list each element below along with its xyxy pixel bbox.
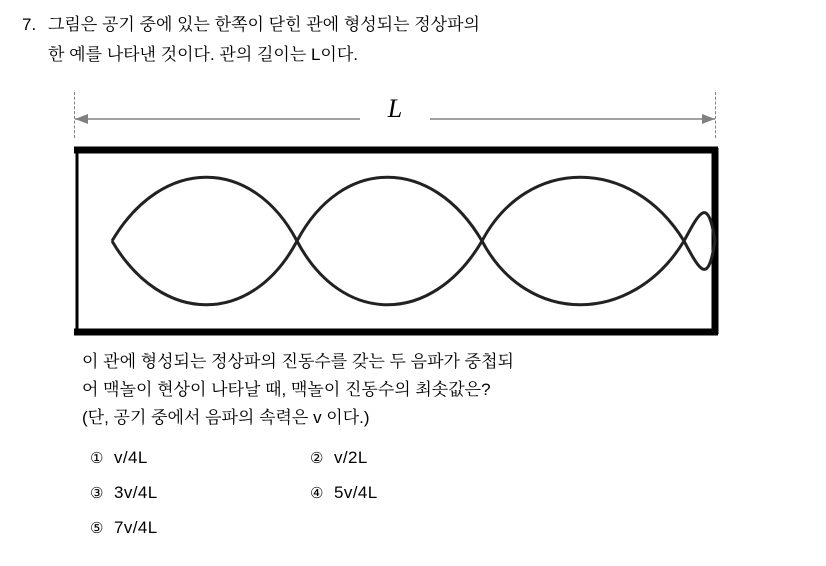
choice-marker: ⑤ [90, 519, 104, 537]
choice-row [90, 475, 710, 510]
choice-marker: ④ [310, 484, 324, 502]
choice-text: v/2L [334, 447, 368, 467]
question-body-text [82, 348, 722, 432]
body-line-1: 이 관에 형성되는 정상파의 진동수를 갖는 두 음파가 중첩되 [82, 352, 514, 371]
wave-curve-lower [112, 177, 715, 305]
choice-text: v/4L [114, 447, 148, 467]
dimension-tick-left [74, 92, 75, 138]
body-line-2: 어 맥놀이 현상이 나타날 때, 맥놀이 진동수의 최솟값은? [82, 380, 491, 399]
choice-row [90, 510, 710, 545]
question-stem-text [48, 10, 688, 70]
question-stem [22, 10, 722, 70]
answer-choices [90, 440, 710, 545]
choice-text: 3v/4L [114, 482, 158, 502]
choice-5[interactable] [90, 518, 310, 538]
choice-row [90, 440, 710, 475]
stem-line-1: 그림은 공기 중에 있는 한쪽이 닫힌 관에 형성되는 정상파의 [48, 15, 480, 34]
pipe-with-wave [72, 146, 718, 334]
choice-text: 5v/4L [334, 482, 378, 502]
pipe-diagram-svg [72, 146, 722, 336]
dimension-tick-right [715, 92, 716, 138]
stem-line-2: 한 예를 나타낸 것이다. 관의 길이는 L이다. [48, 45, 358, 64]
length-dimension [70, 92, 720, 142]
choice-1[interactable] [90, 448, 310, 468]
question-number: 7. [22, 15, 37, 34]
choice-4[interactable] [310, 483, 530, 503]
choice-marker: ① [90, 449, 104, 467]
length-label: L [360, 94, 430, 124]
wave-curve-upper [112, 177, 715, 305]
choice-3[interactable] [90, 483, 310, 503]
choice-text: 7v/4L [114, 517, 158, 537]
body-line-3: (단, 공기 중에서 음파의 속력은 v 이다.) [82, 408, 370, 427]
choice-marker: ③ [90, 484, 104, 502]
choice-marker: ② [310, 449, 324, 467]
choice-2[interactable] [310, 448, 530, 468]
standing-wave-figure [70, 92, 720, 342]
